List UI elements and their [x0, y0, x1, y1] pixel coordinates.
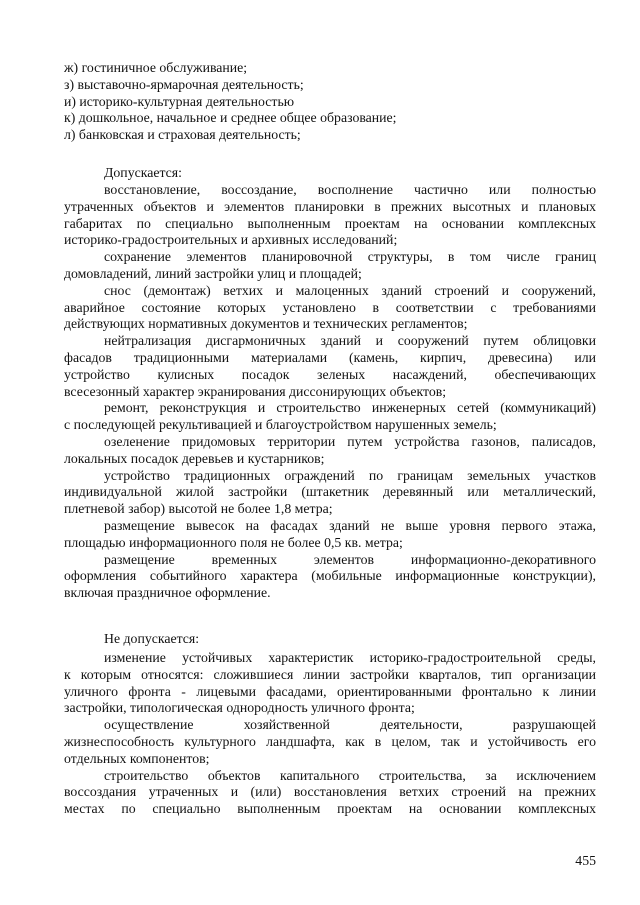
paragraph-line: отдельных компонентов;	[64, 750, 210, 766]
paragraph-line: снос (демонтаж) ветхих и малоценных зданий строений и сооружений,	[104, 282, 596, 298]
paragraph-line: размещение временных элементов информационно-декоративного	[104, 551, 596, 567]
paragraph-line: историко-градостроительных и архивных исследований;	[64, 232, 398, 248]
paragraph	[64, 434, 596, 468]
paragraph	[64, 333, 596, 400]
not-allowed-heading-block	[64, 631, 596, 648]
allowed-heading-block	[64, 165, 596, 182]
paragraph	[64, 768, 596, 818]
list-item: к) дошкольное, начальное и среднее общее образование;	[64, 110, 397, 126]
paragraph-line: осуществление хозяйственной деятельности, разрушающей	[104, 717, 596, 733]
allowed-heading: Допускается:	[104, 165, 182, 180]
paragraph	[64, 182, 596, 249]
allowed-section	[64, 182, 596, 602]
paragraph	[64, 468, 596, 518]
not-allowed-heading: Не допускается:	[104, 631, 200, 646]
paragraph-line: сохранение элементов планировочной структуры, в том числе границ	[104, 249, 596, 265]
paragraph-line: плетневой забор) высотой не более 1,8 метра;	[64, 501, 333, 517]
paragraph	[64, 249, 596, 283]
paragraph-line: уличного фронта - лицевыми фасадами, ориентированными фронтально к линии	[64, 683, 596, 699]
paragraph-line: восстановление, воссоздание, восполнение частично или полностью	[104, 182, 596, 197]
paragraph	[64, 552, 596, 602]
not-allowed-section	[64, 650, 596, 818]
paragraph-line: локальных посадок деревьев и кустарников;	[64, 450, 325, 466]
paragraph-line: фасадов традиционными материалами (камень, кирпич, древесина) или	[64, 349, 596, 365]
paragraph-line: оформления событийного характера (мобильные информационные конструкции),	[64, 568, 596, 584]
paragraph-line: к которым относятся: сложившиеся линии застройки кварталов, тип организации	[64, 666, 596, 682]
list-item: ж) гостиничное обслуживание;	[64, 60, 248, 75]
paragraph-line: действующих нормативных документов и технических регламентов;	[64, 316, 468, 332]
paragraph-line: застройки, типологическая однородность уличного фронта;	[64, 700, 415, 716]
page-number: 455	[575, 853, 596, 868]
paragraph-line: габаритах по специально выполненным проектам на основании комплексных	[64, 215, 596, 231]
paragraph-line: местах по специально выполненным проектам на основании комплексных	[64, 801, 596, 817]
paragraph	[64, 283, 596, 333]
paragraph-line: индивидуальной жилой застройки (штакетник деревянный или металлический,	[64, 484, 596, 500]
activity-list	[64, 60, 596, 144]
paragraph-line: аварийное состояние которых установлено в соответствии с требованиями	[64, 299, 596, 315]
paragraph-line: включая праздничное оформление.	[64, 585, 271, 601]
paragraph-line: устройство традиционных ограждений по границам земельных участков	[104, 467, 596, 483]
paragraph	[64, 518, 596, 552]
paragraph-line: ремонт, реконструкция и строительство инженерных сетей (коммуникаций)	[104, 400, 596, 416]
paragraph-line: утраченных объектов и элементов планировки в прежних высотных и плановых	[64, 198, 596, 214]
paragraph-line: с последующей рекультивацией и благоустройством нарушенных земель;	[64, 417, 497, 433]
paragraph-line: площадью информационного поля не более 0,5 кв. метра;	[64, 534, 403, 550]
paragraph-line: всесезонный характер экранирования диссонирующих объектов;	[64, 383, 447, 399]
paragraph	[64, 717, 596, 767]
paragraph-line: озеленение придомовых территории путем устройства газонов, палисадов,	[104, 433, 596, 449]
paragraph-line: размещение вывесок на фасадах зданий не выше уровня первого этажа,	[104, 517, 596, 533]
paragraph-line: воссоздания утраченных и (или) восстановления ветхих строений на прежних	[64, 784, 596, 800]
paragraph	[64, 400, 596, 434]
paragraph	[64, 650, 596, 717]
list-item: и) историко-культурная деятельностью	[64, 93, 295, 109]
paragraph-line: строительство объектов капитального строительства, за исключением	[104, 767, 596, 783]
list-item: л) банковская и страховая деятельность;	[64, 127, 301, 143]
paragraph-line: изменение устойчивых характеристик историко-градостроительной среды,	[104, 650, 596, 665]
list-item: з) выставочно-ярмарочная деятельность;	[64, 76, 304, 92]
paragraph-line: устройство кулисных посадок зеленых насаждений, обеспечивающих	[64, 366, 596, 382]
paragraph-line: домовладений, линий застройки улиц и площадей;	[64, 265, 362, 281]
paragraph-line: нейтрализация дисгармоничных зданий и сооружений путем облицовки	[104, 333, 596, 349]
paragraph-line: жизнеспособность культурного ландшафта, как в целом, так и устойчивость его	[64, 733, 596, 749]
